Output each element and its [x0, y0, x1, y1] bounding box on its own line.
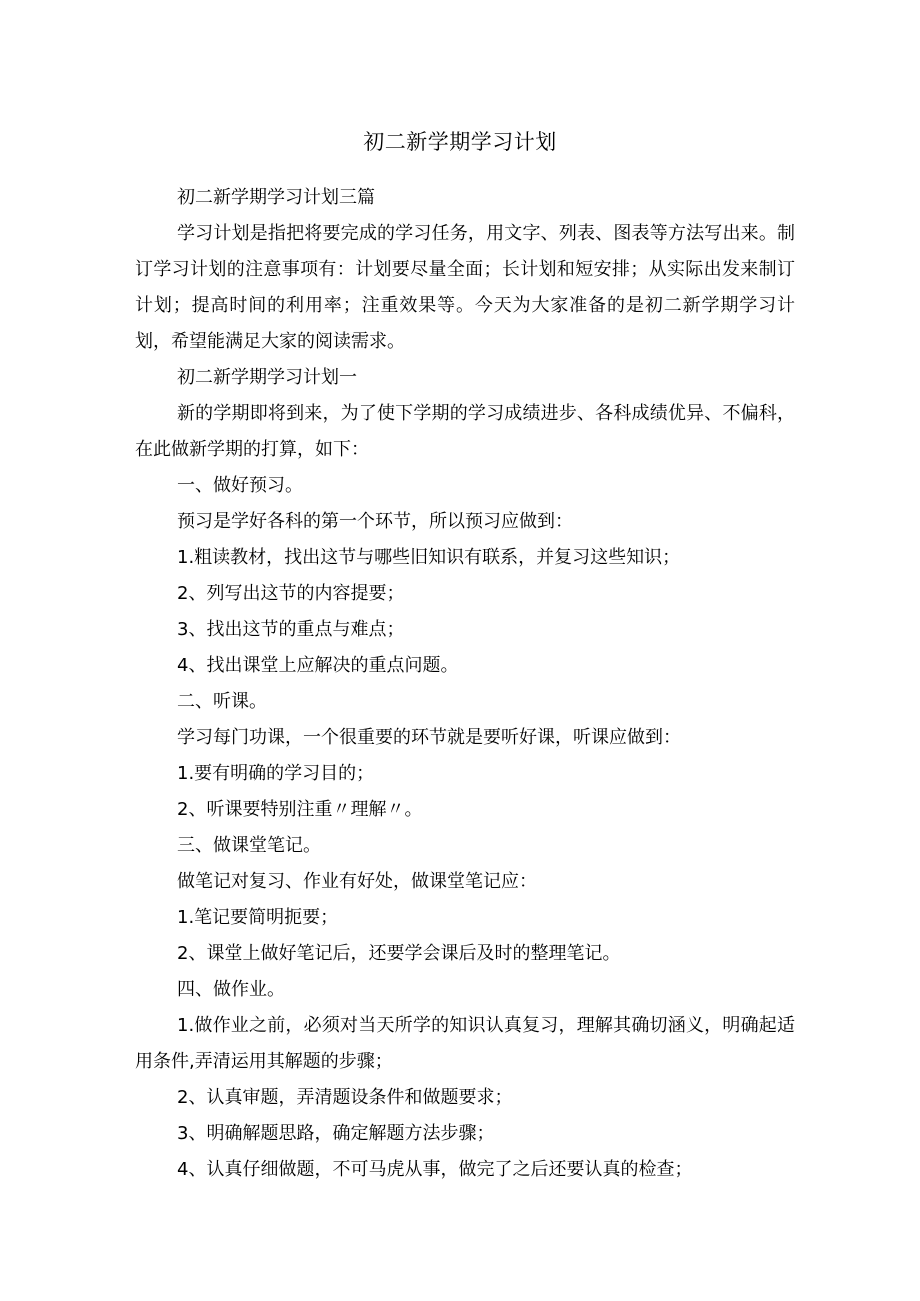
preview-item-1: 1.粗读教材，找出这节与哪些旧知识有联系，并复习这些知识；	[177, 547, 681, 568]
preview-intro: 预习是学好各科的第一个环节，所以预习应做到：	[177, 511, 573, 532]
heading-homework: 四、做作业。	[177, 979, 285, 1000]
subtitle-paragraph: 初二新学期学习计划三篇	[177, 187, 375, 208]
intro-paragraph: 学习计划是指把将要完成的学习任务，用文字、列表、图表等方法写出来。制订学习计划的注意事项有：计划要尽量全面；长计划和短安排；从实际出发来制订计划；提高时间的利用率；注重效果等。今天为大家准备的是初二新学期学习计划，希望能满足大家的阅读需求。	[135, 223, 795, 352]
homework-item-2: 2、认真审题，弄清题设条件和做题要求；	[177, 1087, 513, 1108]
notes-item-2: 2、课堂上做好笔记后，还要学会课后及时的整理笔记。	[177, 943, 621, 964]
listening-intro: 学习每门功课，一个很重要的环节就是要听好课，听课应做到：	[177, 727, 681, 748]
preview-item-4: 4、找出课堂上应解决的重点问题。	[177, 655, 459, 676]
heading-preview: 一、做好预习。	[177, 475, 303, 496]
preview-item-3: 3、找出这节的重点与难点；	[177, 619, 405, 640]
section-heading-plan-one: 初二新学期学习计划一	[177, 367, 357, 388]
preview-item-2: 2、列写出这节的内容提要；	[177, 583, 405, 604]
listening-item-1: 1.要有明确的学习目的；	[177, 763, 375, 784]
homework-item-3: 3、明确解题思路，确定解题方法步骤；	[177, 1123, 495, 1144]
heading-listening: 二、听课。	[177, 691, 267, 712]
document-title: 初二新学期学习计划	[363, 130, 557, 154]
heading-notes: 三、做课堂笔记。	[177, 835, 321, 856]
homework-item-1: 1.做作业之前，必须对当天所学的知识认真复习，理解其确切涵义，明确起适用条件,弄清运用其解题的步骤；	[135, 1015, 795, 1072]
notes-item-1: 1.笔记要简明扼要；	[177, 907, 339, 928]
homework-item-4: 4、认真仔细做题，不可马虎从事，做完了之后还要认真的检查；	[177, 1159, 693, 1180]
listening-item-2: 2、听课要特别注重〃理解〃。	[177, 799, 423, 820]
document-body	[135, 180, 795, 1188]
plan-intro-paragraph: 新的学期即将到来，为了使下学期的学习成绩进步、各科成绩优异、不偏科，在此做新学期的打算，如下：	[135, 403, 795, 460]
notes-intro: 做笔记对复习、作业有好处，做课堂笔记应：	[177, 871, 537, 892]
